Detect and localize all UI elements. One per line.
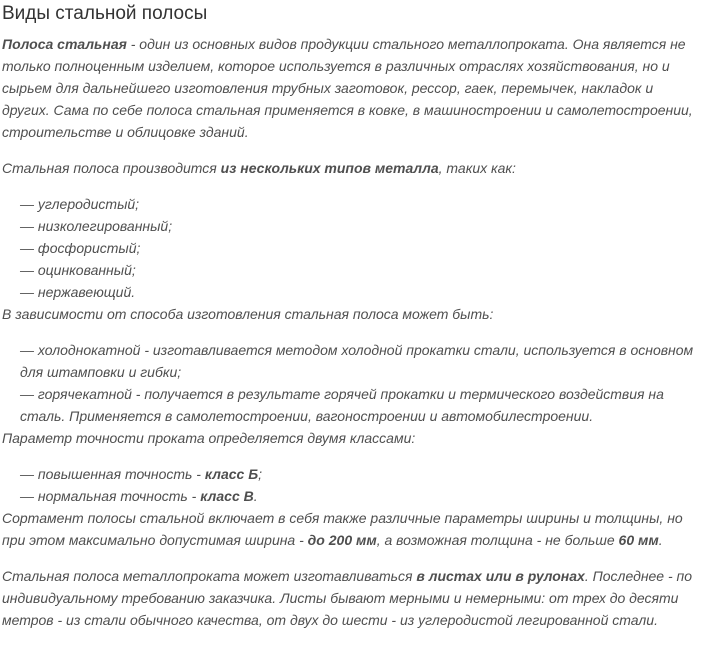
text-run: — холоднокатной - изготавливается методом холодной прокатки стали, используется в основном для штамповки и гибки; xyxy=(20,342,694,380)
text-run: — фосфористый; xyxy=(20,240,141,256)
page-title: Виды стальной полосы xyxy=(2,3,208,24)
list-item xyxy=(20,463,702,485)
text-run: Сортамент полосы стальной включает в себя также различные параметры ширины и толщины, но при этом максимально допустимая ширина - xyxy=(2,510,683,548)
dash-list xyxy=(2,339,702,427)
paragraph xyxy=(2,303,702,325)
text-run: . xyxy=(253,488,258,504)
text-run: ; xyxy=(258,466,263,482)
bold-text-run: класс В xyxy=(200,488,254,504)
list-item xyxy=(20,281,702,303)
list-item xyxy=(20,339,702,383)
list-item xyxy=(20,237,702,259)
bold-text-run: до 200 мм xyxy=(307,532,377,548)
text-run: — повышенная точность - xyxy=(20,466,205,482)
text-run: . xyxy=(658,532,663,548)
list-item xyxy=(20,259,702,281)
text-run: — горячекатной - получается в результате горячей прокатки и термического воздействия на сталь. Применяется в самолетостроении, вагоностроении и автомобилестроении. xyxy=(20,386,664,424)
text-run: — низколегированный; xyxy=(20,218,173,234)
text-run: , а возможная толщина - не больше xyxy=(376,532,619,548)
bold-text-run: Полоса стальная xyxy=(2,36,127,52)
text-run: . Последнее - по индивидуальному требованию заказчика. Листы бывают мерными и немерными: от трех до десяти метров - из стали обычного качества, от двух до шести - из углеродистой легированной стали. xyxy=(2,568,693,628)
bold-text-run: 60 мм xyxy=(618,532,659,548)
text-run: Стальная полоса металлопроката может изготавливаться xyxy=(2,568,417,584)
bold-text-run: класс Б xyxy=(204,466,259,482)
list-item xyxy=(20,215,702,237)
paragraph xyxy=(2,565,702,631)
text-run: — нержавеющий. xyxy=(20,284,136,300)
text-run: , таких как: xyxy=(438,160,516,176)
text-run: — нормальная точность - xyxy=(20,488,201,504)
text-run: Стальная полоса производится xyxy=(2,160,221,176)
text-run: В зависимости от способа изготовления стальная полоса может быть: xyxy=(2,306,494,322)
paragraph xyxy=(2,157,702,179)
article-body xyxy=(2,33,702,631)
paragraph xyxy=(2,427,702,449)
list-item xyxy=(20,383,702,427)
bold-text-run: из нескольких типов металла xyxy=(220,160,439,176)
text-run: - один из основных видов продукции стального металлопроката. Она является не только полноценным изделием, которое используется в различных отраслях хозяйствования, но и сырьем для дальнейшего изготовления трубных заготовок, рессор, гаек, перемычек, накладок и других. Сама по себе полоса стальная применяется в ковке, в машиностроении и самолетостроении, строительстве и облицовке зданий. xyxy=(2,36,693,140)
text-run: — оцинкованный; xyxy=(20,262,136,278)
dash-list xyxy=(2,193,702,303)
paragraph xyxy=(2,33,702,143)
list-item xyxy=(20,485,702,507)
dash-list xyxy=(2,463,702,507)
text-run: Параметр точности проката определяется двумя классами: xyxy=(2,430,416,446)
list-item xyxy=(20,193,702,215)
text-run: — углеродистый; xyxy=(20,196,140,212)
paragraph xyxy=(2,507,702,551)
bold-text-run: в листах или в рулонах xyxy=(416,568,585,584)
